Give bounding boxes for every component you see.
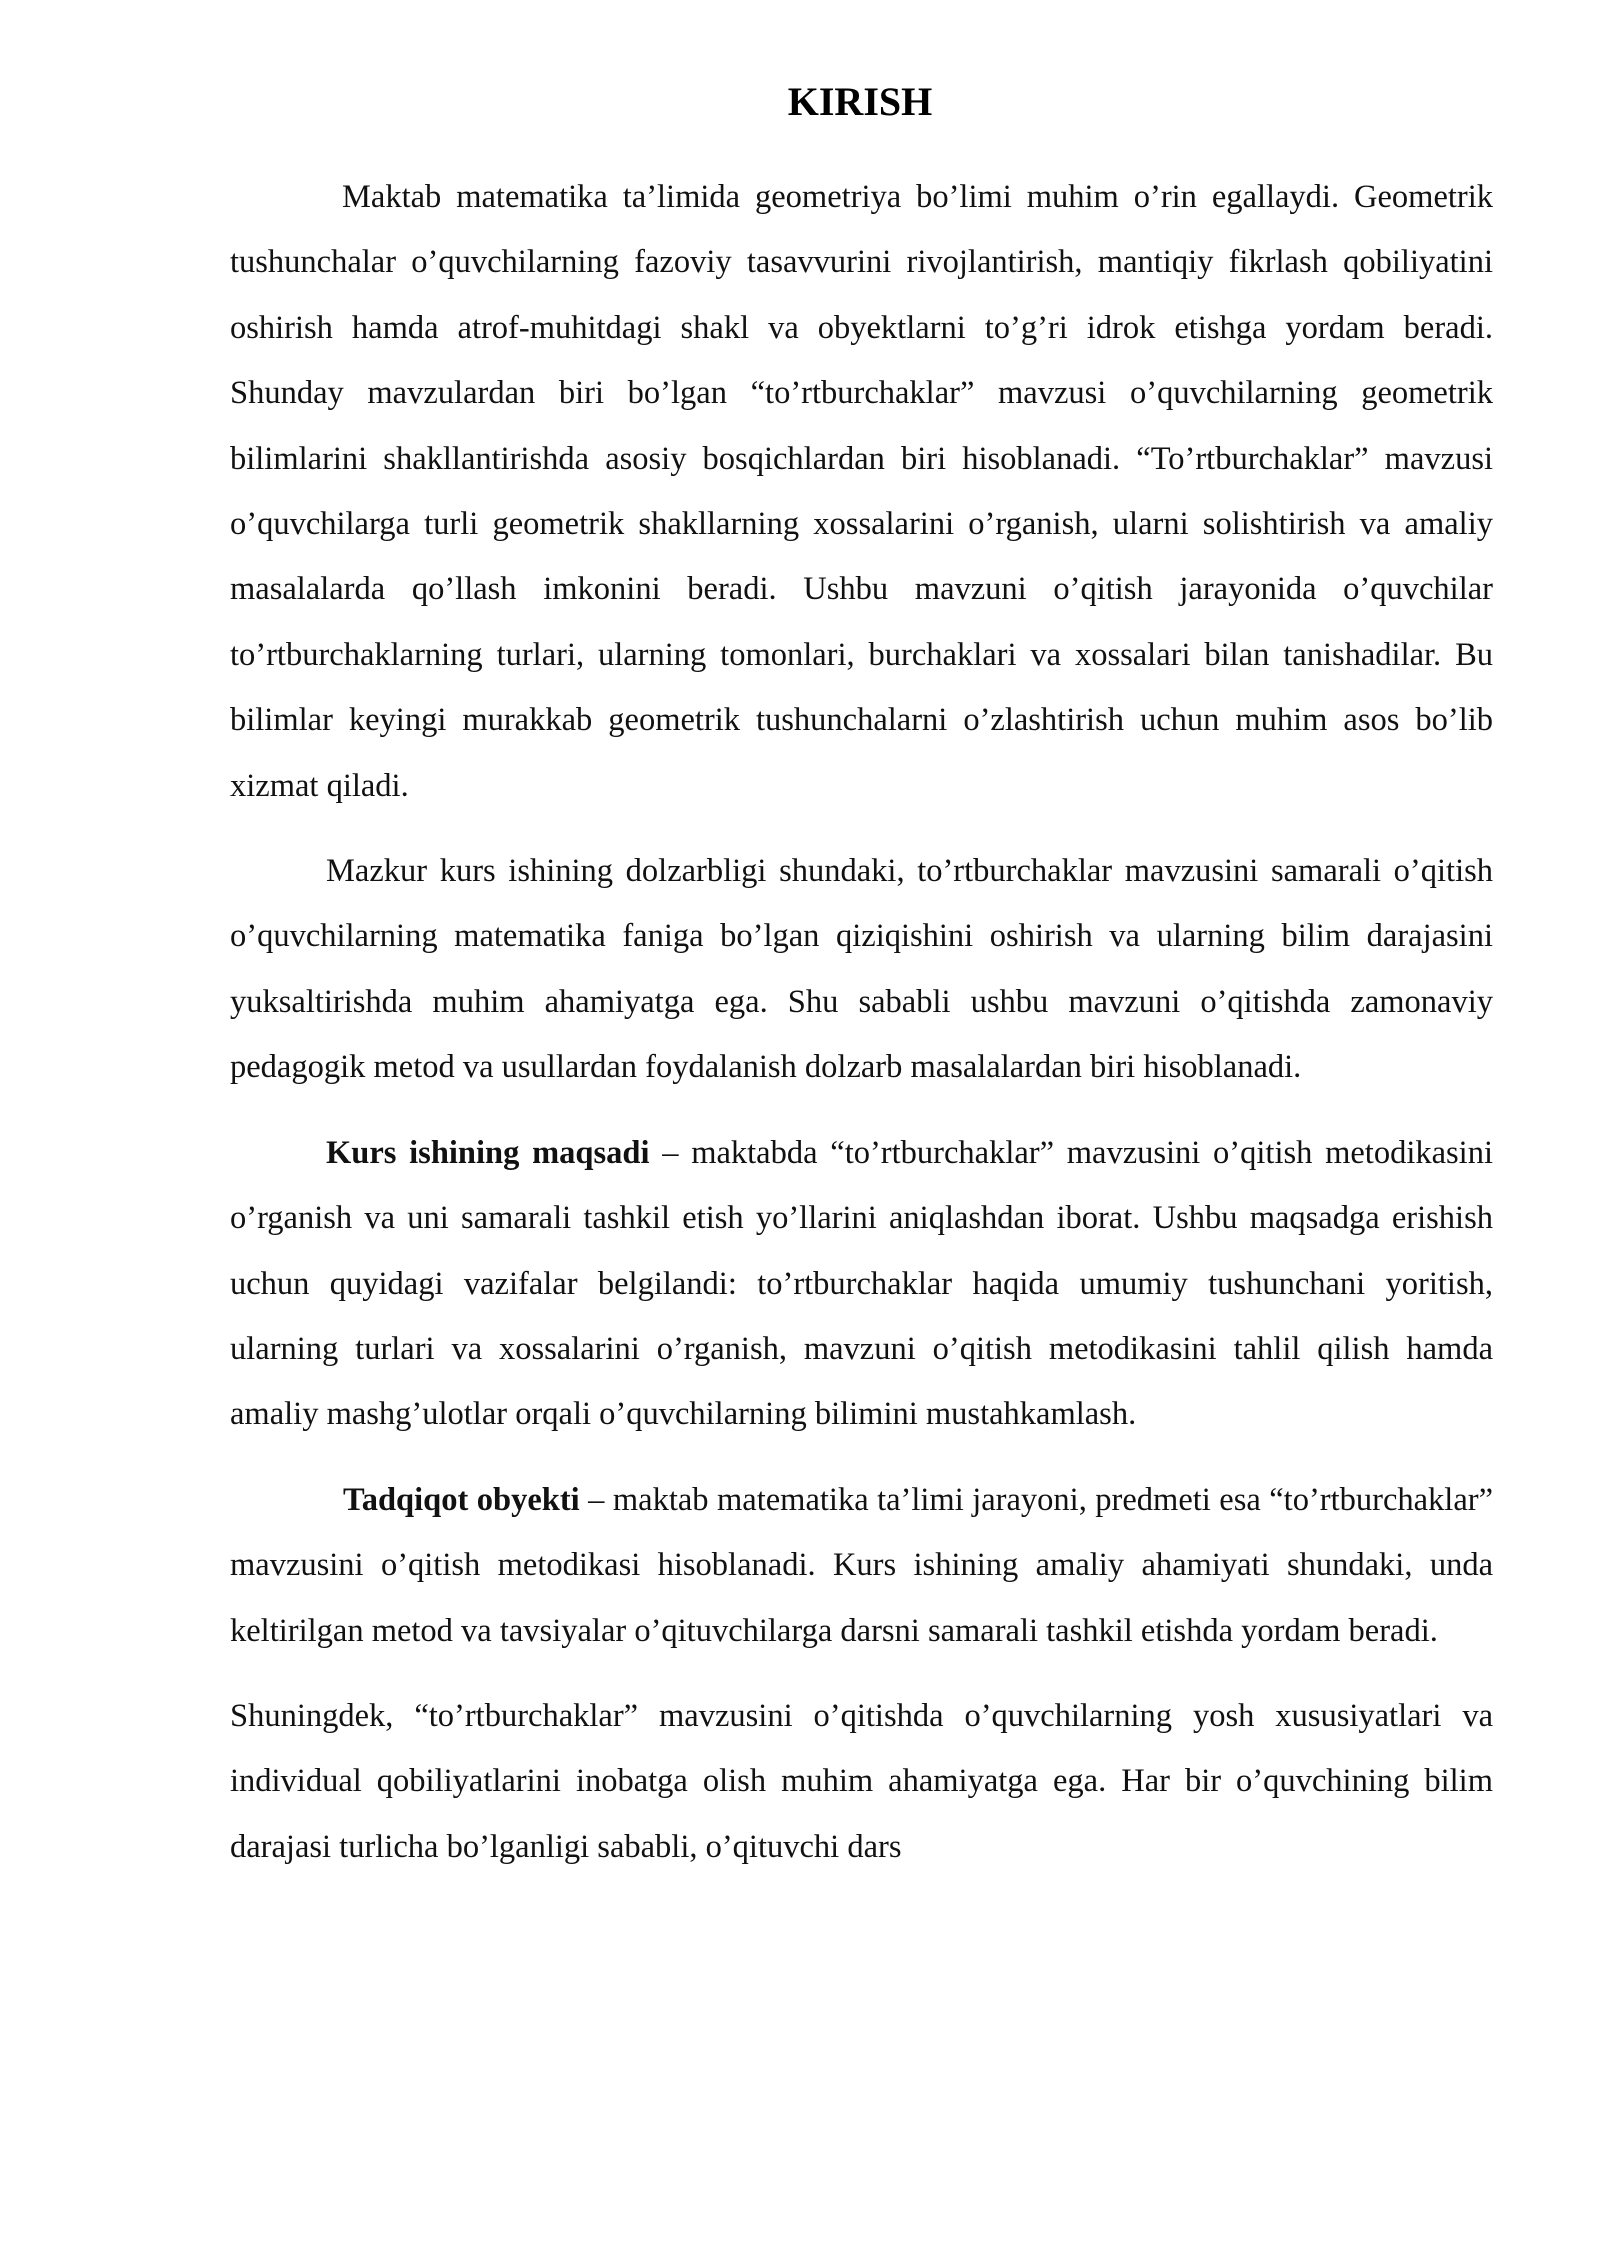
paragraph-additional: Shuningdek, “to’rtburchaklar” mavzusini o’qitishda o’quvchilarning yosh xususiyatlari va individual qobiliyatlarini inobatga olish muhim ahamiyatga ega. Har bir o’quvchining bilim darajasi turlicha bo’lganligi sababli, o’qituvchi dars [230, 1697, 1493, 1865]
paragraph-relevance: Mazkur kurs ishining dolzarbligi shundaki, to’rtburchaklar mavzusini samarali o’qitish o’quvchilarning matematika faniga bo’lgan qiziqishini oshirish va ularning bilim darajasini yuksaltirishda muhim ahamiyatga ega. Shu sababli ushbu mavzuni o’qitishda zamonaviy pedagogik metod va usullardan foydalanish dolzarb masalalardan biri hisoblanadi. [230, 853, 1493, 1086]
paragraph-research-object [230, 1468, 1493, 1664]
paragraph-research-object-lead: Tadqiqot obyekti [343, 1481, 580, 1518]
paragraph-introduction: Maktab matematika ta’limida geometriya bo’limi muhim o’rin egallaydi. Geometrik tushunchalar o’quvchilarning fazoviy tasavvurini rivojlantirish, mantiqiy fikrlash qobiliyatini oshirish hamda atrof-muhitdagi shakl va obyektlarni to’g’ri idrok etishga yordam beradi. Shunday mavzulardan biri bo’lgan “to’rtburchaklar” mavzusi o’quvchilarning geometrik bilimlarini shakllantirishda asosiy bosqichlardan biri hisoblanadi. “To’rtburchaklar” mavzusi o’quvchilarga turli geometrik shakllarning xossalarini o’rganish, ularni solishtirish va amaliy masalalarda qo’llash imkonini beradi. Ushbu mavzuni o’qitish jarayonida o’quvchilar to’rtburchaklarning turlari, ularning tomonlari, burchaklari va xossalari bilan tanishadilar. Bu bilimlar keyingi murakkab geometrik tushunchalarni o’zlashtirish uchun muhim asos bo’lib xizmat qiladi. [230, 179, 1493, 804]
page-title: KIRISH [787, 79, 933, 124]
paragraph-research-object-text: – maktab matematika ta’limi jarayoni, predmeti esa “to’rtburchaklar” mavzusini o’qitish metodikasi hisoblanadi. Kurs ishining amaliy ahamiyati shundaki, unda keltirilgan metod va tavsiyalar o’qituvchilarga darsni samarali tashkil etishda yordam beradi. [230, 1481, 1494, 1649]
paragraph-goal-text: – maktabda “to’rtburchaklar” mavzusini o’qitish metodikasini o’rganish va uni samarali tashkil etish yo’llarini aniqlashdan iborat. Ushbu maqsadga erishish uchun quyidagi vazifalar belgilandi: to’rtburchaklar haqida umumiy tushunchani yoritish, ularning turlari va xossalarini o’rganish, mavzuni o’qitish metodikasini tahlil qilish hamda amaliy mashg’ulotlar orqali o’quvchilarning bilimini mustahkamlash. [230, 1134, 1493, 1433]
paragraph-goal-lead: Kurs ishining maqsadi [326, 1134, 650, 1171]
paragraph-goal [230, 1121, 1493, 1448]
document-body [230, 165, 1493, 1880]
